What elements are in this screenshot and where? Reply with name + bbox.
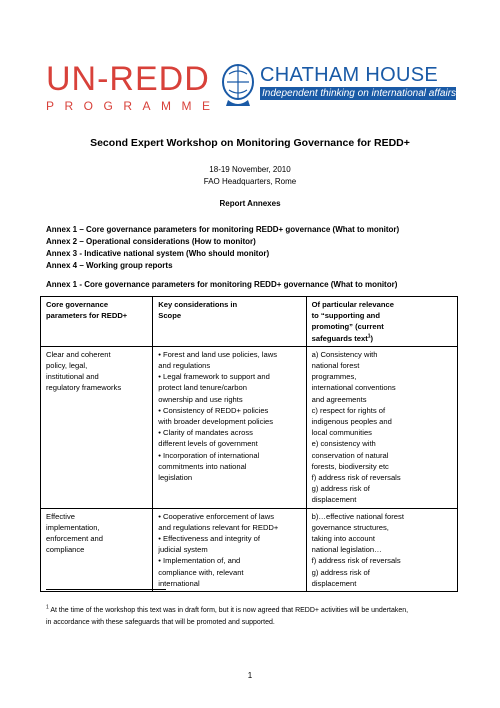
chatham-house-tagline: Independent thinking on international affairs: [262, 88, 457, 99]
cell-scope: • Forest and land use policies, laws and regulations • Legal framework to support and protect land tenure/carbon ownership and use rights • Consistency of REDD+ policies with broader development policies • Clarity of mandates across different levels of government • Incorporation of international commitments into national legislation: [153, 346, 306, 508]
document-venue: FAO Headquarters, Rome: [203, 177, 297, 186]
chatham-house-name: CHATHAM HOUSE: [260, 64, 438, 86]
header-key-considerations: Key considerations in Scope: [153, 297, 306, 347]
header-core-parameters: Core governance parameters for REDD+: [41, 297, 153, 347]
footnote: [46, 605, 466, 629]
chatham-house-logo: [220, 62, 460, 108]
footnote-marker: 1: [46, 604, 49, 611]
cell-parameter: Clear and coherent policy, legal, institutional and regulatory frameworks: [41, 346, 153, 508]
annex-item: Annex 3 - Indicative national system (Who should monitor): [46, 249, 270, 258]
governance-parameters-table: [40, 296, 458, 592]
cell-relevance: a) Consistency with national forest programmes, international conventions and agreements c) respect for rights of indigenous peoples and local communities e) consistency with conservation of natural forests, biodiversity etc f) address risk of reversals g) address risk of displacement: [306, 346, 457, 508]
footnote-separator: [46, 589, 166, 590]
cell-relevance: b)…effective national forest governance structures, taking into account national legislation… f) address risk of reversals g) address risk of displacement: [306, 508, 457, 591]
chatham-house-emblem-icon: [220, 62, 256, 108]
annex-list: [46, 224, 399, 272]
document-title: Second Expert Workshop on Monitoring Governance for REDD+: [90, 137, 410, 149]
page-number: 1: [247, 671, 253, 680]
footnote-text: At the time of the workshop this text was in draft form, but it is now agreed that REDD+ activities will be undertaken,: [48, 607, 409, 614]
table-header-row: [41, 297, 458, 347]
table-caption: Annex 1 - Core governance parameters for monitoring REDD+ governance (What to monitor): [46, 280, 398, 289]
report-heading: Report Annexes: [219, 199, 281, 208]
annex-item: Annex 4 – Working group reports: [46, 261, 173, 270]
unredd-logo-word: UN-REDD: [46, 60, 210, 98]
footnote-text-continued: in accordance with these safeguards that will be promoted and supported.: [46, 619, 275, 626]
table-row: [41, 346, 458, 508]
footnote-reference: 1: [367, 333, 371, 340]
unredd-logo: [46, 62, 221, 113]
document-date: 18-19 November, 2010: [209, 165, 291, 174]
annex-item: Annex 1 – Core governance parameters for monitoring REDD+ governance (What to monitor): [46, 225, 400, 234]
table-row: [41, 508, 458, 591]
header-relevance: Of particular relevance to “supporting and promoting” (current safeguards text$^1$): [306, 297, 457, 347]
unredd-logo-programme: PROGRAMME: [46, 99, 221, 113]
annex-item: Annex 2 – Operational considerations (How to monitor): [46, 237, 256, 246]
cell-parameter: Effective implementation, enforcement and compliance: [41, 508, 153, 591]
cell-scope: • Cooperative enforcement of laws and regulations relevant for REDD+ • Effectiveness and integrity of judicial system • Implementation of, and compliance with, relevant international: [153, 508, 306, 591]
